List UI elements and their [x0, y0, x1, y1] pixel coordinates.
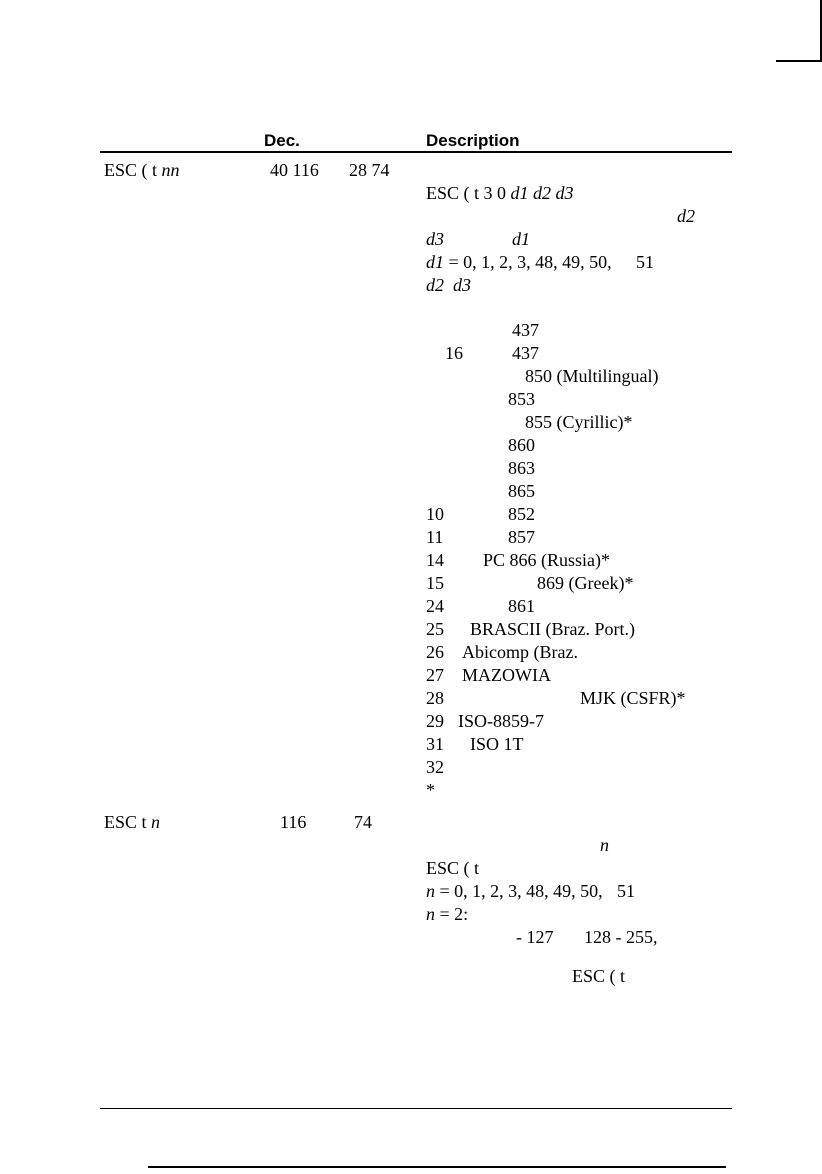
table-num: 26 [426, 642, 444, 662]
command-hex: 74 [354, 812, 372, 832]
range-2: 128 - 255, [584, 927, 658, 947]
table-name: ISO-8859-7 [458, 711, 544, 731]
table-num: 11 [426, 527, 444, 547]
n-var: n [426, 881, 435, 901]
n-values-line [426, 881, 603, 901]
table-name: 865 [508, 481, 535, 501]
table-name: 437 [512, 320, 539, 340]
table-num: 24 [426, 596, 444, 616]
command-name: ESC t [104, 812, 152, 832]
table-name: 863 [508, 458, 535, 478]
command-dec: 40 116 [270, 160, 319, 180]
fragment-d1: d1 [512, 229, 530, 249]
table-num: 16 [445, 343, 463, 363]
header-dec: Dec. [264, 131, 300, 150]
command-esc-paren-t [104, 160, 180, 180]
header-rule [100, 151, 732, 153]
table-num: 14 [426, 550, 444, 570]
command-arg: n [151, 812, 161, 832]
table-name: ISO 1T [470, 734, 524, 754]
footnote-mark: * [426, 780, 435, 800]
table-num: 32 [426, 757, 444, 777]
d1-values-line [426, 252, 612, 272]
table-name: MJK (CSFR)* [580, 688, 686, 708]
fragment-d2: d2 [677, 206, 695, 226]
table-name: 861 [508, 596, 535, 616]
table-name: BRASCII (Braz. Port.) [470, 619, 635, 639]
table-name: 869 (Greek)* [537, 573, 634, 593]
n2-rest: = 2: [435, 904, 469, 924]
table-name: Abicomp (Braz. [462, 642, 578, 662]
table-name: 852 [508, 504, 535, 524]
d1-values: = 0, 1, 2, 3, 48, 49, 50, [444, 252, 612, 272]
esc-sequence-2: ESC ( t [572, 966, 626, 986]
table-num: 28 [426, 688, 444, 708]
n-values: = 0, 1, 2, 3, 48, 49, 50, [435, 881, 603, 901]
fragment-d2-line: d2 [426, 275, 444, 295]
table-name: 850 (Multilingual) [525, 366, 659, 386]
table-name: MAZOWIA [462, 665, 551, 685]
table-num: 31 [426, 734, 444, 754]
table-num: 25 [426, 619, 444, 639]
syntax-line [426, 183, 574, 203]
n-equals-2 [426, 904, 468, 924]
d1-var: d1 [426, 252, 444, 272]
table-num: 15 [426, 573, 444, 593]
fragment-d3: d3 [426, 229, 444, 249]
syntax-prefix: ESC ( t 3 0 [426, 183, 511, 203]
command-arg: nn [161, 160, 180, 180]
footer-rule [100, 1108, 732, 1109]
command-esc-t [104, 812, 160, 832]
range-1: - 127 [516, 927, 554, 947]
n2-var: n [426, 904, 435, 924]
fragment-d3-line: d3 [453, 275, 471, 295]
table-num: 29 [426, 711, 444, 731]
crop-mark [776, 0, 822, 62]
header-description: Description [426, 131, 520, 150]
table-name: 860 [508, 435, 535, 455]
table-name: 857 [508, 527, 535, 547]
table-num: 10 [426, 504, 444, 524]
bottom-rule [148, 1166, 726, 1168]
command-dec: 116 [280, 812, 307, 832]
command-name: ESC ( t [104, 160, 162, 180]
table-name: 853 [508, 389, 535, 409]
table-name: 855 (Cyrillic)* [525, 412, 633, 432]
table-name: 437 [512, 343, 539, 363]
fragment-n: n [600, 835, 609, 855]
command-hex: 28 74 [349, 160, 390, 180]
table-name: PC 866 (Russia)* [483, 550, 611, 570]
table-num: 27 [426, 665, 444, 685]
esc-sequence: ESC ( t [426, 858, 480, 878]
n-last-value: 51 [617, 881, 635, 901]
d1-last-value: 51 [636, 252, 654, 272]
syntax-args: d1 d2 d3 [510, 183, 574, 203]
